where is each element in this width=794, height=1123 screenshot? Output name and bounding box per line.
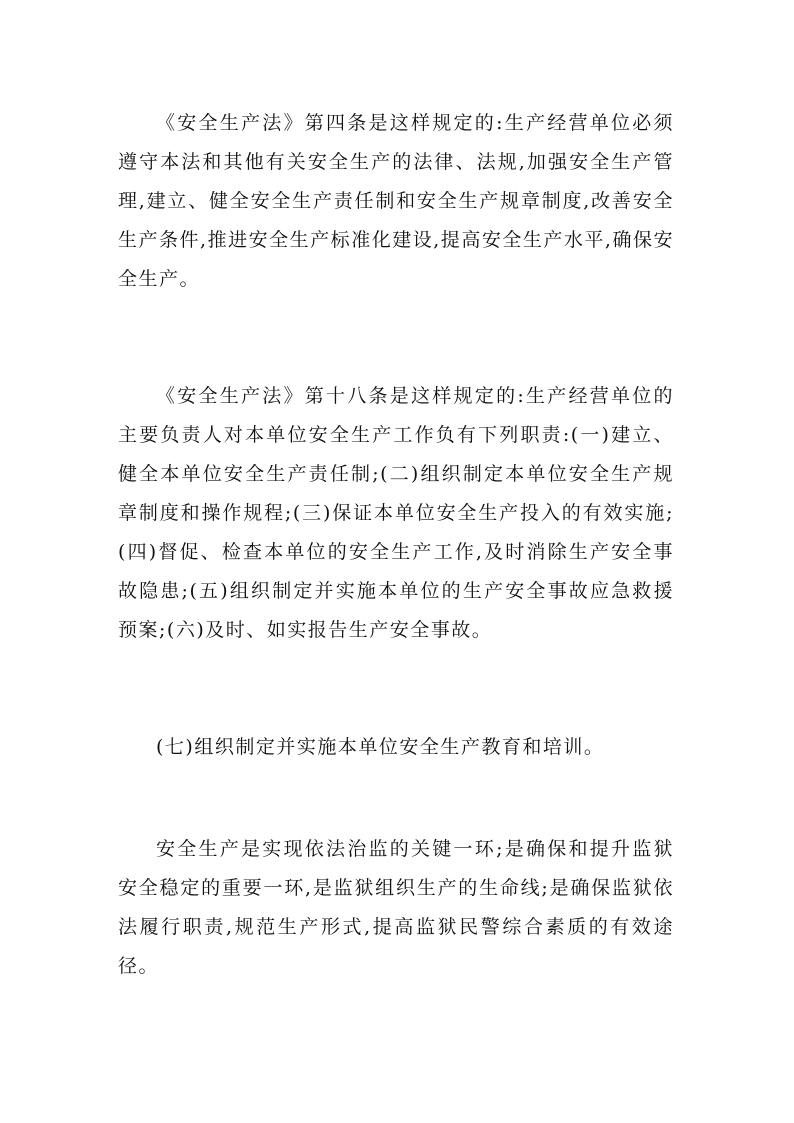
paragraph-item-7: (七)组织制定并实施本单位安全生产教育和培训。 xyxy=(156,736,605,758)
paragraph-article-4: 《安全生产法》第四条是这样规定的:生产经营单位必须遵守本法和其他有关安全生产的法律、法规,加强安全生产管理,建立、健全安全生产责任制和安全生产规章制度,改善安全生产条件,推进安全生产标准化建设,提高安全生产水平,确保安全生产。 xyxy=(118,112,674,290)
paragraph-conclusion: 安全生产是实现依法治监的关键一环;是确保和提升监狱安全稳定的重要一环,是监狱组织生产的生命线;是确保监狱依法履行职责,规范生产形式,提高监狱民警综合素质的有效途径。 xyxy=(118,838,674,977)
paragraph-article-18: 《安全生产法》第十八条是这样规定的:生产经营单位的主要负责人对本单位安全生产工作负有下列职责:(一)建立、健全本单位安全生产责任制;(二)组织制定本单位安全生产规章制度和操作规程;(三)保证本单位安全生产投入的有效实施;(四)督促、检查本单位的安全生产工作,及时消除生产安全事故隐患;(五)组织制定并实施本单位的生产安全事故应急救援预案;(六)及时、如实报告生产安全事故。 xyxy=(118,385,674,641)
